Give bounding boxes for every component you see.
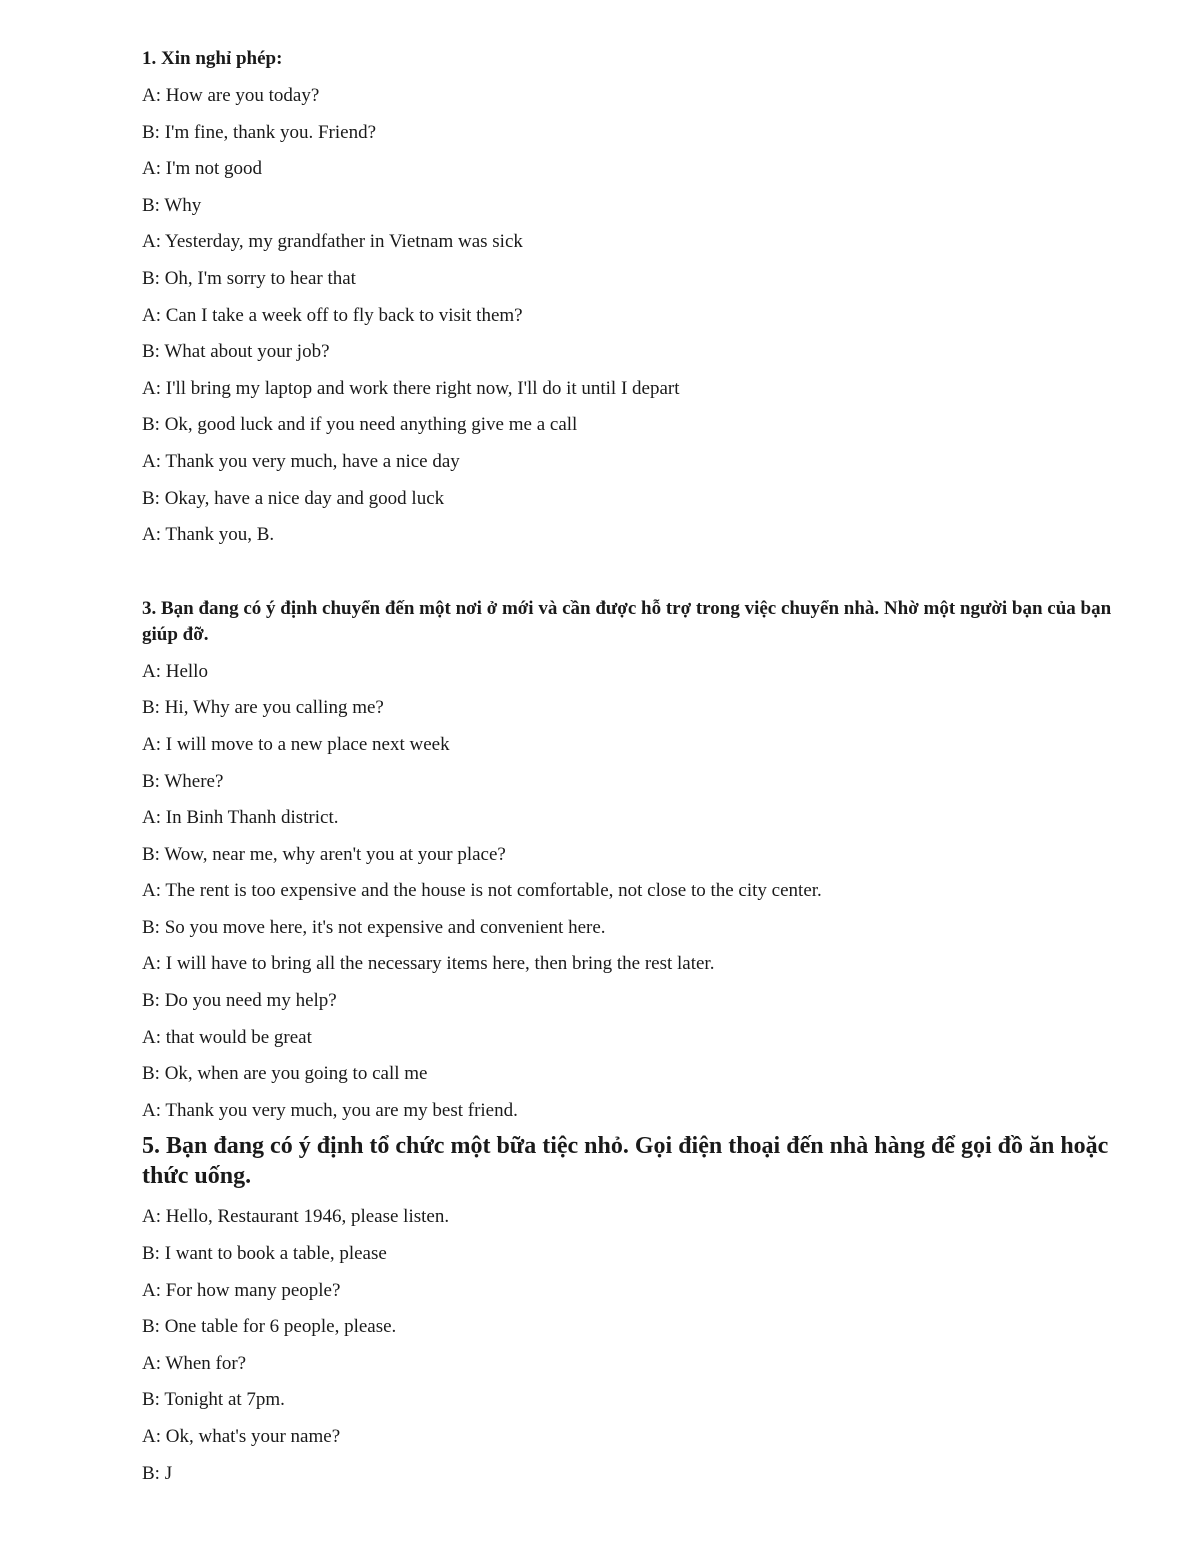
dialogue-line: A: How are you today? (142, 85, 320, 106)
dialogue-line: B: Hi, Why are you calling me? (142, 697, 384, 719)
dialogue-line: A: I will move to a new place next week (142, 733, 450, 755)
section-heading: 1. Xin nghỉ phép: (142, 48, 283, 69)
section-5-restaurant-booking (142, 1131, 1142, 1492)
dialogue-line: A: For how many people? (142, 1279, 341, 1301)
dialogue-line: B: I want to book a table, please (142, 1243, 387, 1265)
dialogue-line: B: I'm fine, thank you. Friend? (142, 121, 377, 143)
dialogue-line: B: Wow, near me, why aren't you at your place? (142, 843, 506, 865)
dialogue-line: A: I'll bring my laptop and work there right now, I'll do it until I depart (142, 377, 680, 399)
dialogue (142, 654, 1142, 1130)
dialogue-line: B: Oh, I'm sorry to hear that (142, 267, 356, 289)
dialogue-line: A: When for? (142, 1352, 247, 1374)
dialogue-line: A: Hello, Restaurant 1946, please listen. (142, 1206, 450, 1228)
dialogue-line: B: Ok, when are you going to call me (142, 1063, 428, 1085)
dialogue-line: A: that would be great (142, 1026, 312, 1048)
dialogue-line: B: J (142, 1462, 173, 1484)
dialogue-line: B: So you move here, it's not expensive and convenient here. (142, 916, 606, 938)
section-heading: 5. Bạn đang có ý định tổ chức một bữa tiệc nhỏ. Gọi điện thoại đến nhà hàng để gọi đồ ăn hoặc thức uống. (142, 1133, 1109, 1190)
dialogue-line: B: One table for 6 people, please. (142, 1316, 397, 1338)
dialogue-line: B: Why (142, 194, 202, 216)
dialogue-line: A: Ok, what's your name? (142, 1426, 341, 1447)
dialogue-line: B: Okay, have a nice day and good luck (142, 487, 445, 509)
dialogue (142, 78, 1142, 554)
dialogue-line: A: I will have to bring all the necessary items here, then bring the rest later. (142, 953, 715, 975)
dialogue-line: B: Where? (142, 770, 224, 792)
section-heading: 3. Bạn đang có ý định chuyển đến một nơi ở mới và cần được hỗ trợ trong việc chuyển nhà. Nhờ một người bạn của bạn giúp đỡ. (142, 597, 1112, 645)
dialogue-line: A: The rent is too expensive and the house is not comfortable, not close to the city center. (142, 880, 822, 902)
dialogue-line: B: Ok, good luck and if you need anything give me a call (142, 414, 578, 436)
dialogue-line: A: Hello (142, 660, 208, 682)
dialogue-line: A: Thank you, B. (142, 524, 275, 546)
dialogue-line: A: In Binh Thanh district. (142, 807, 339, 829)
section-3-moving-help (142, 596, 1142, 1130)
dialogue-line: A: I'm not good (142, 158, 263, 180)
dialogue-line: A: Can I take a week off to fly back to visit them? (142, 304, 523, 326)
dialogue-line: A: Yesterday, my grandfather in Vietnam was sick (142, 231, 523, 253)
dialogue-line: B: Do you need my help? (142, 990, 337, 1012)
dialogue-line: A: Thank you very much, have a nice day (142, 450, 460, 472)
dialogue-line: A: Thank you very much, you are my best friend. (142, 1099, 518, 1121)
dialogue-line: B: Tonight at 7pm. (142, 1389, 285, 1411)
dialogue-line: B: What about your job? (142, 341, 330, 363)
dialogue (142, 1199, 1142, 1492)
section-1-leave-request (142, 46, 1142, 554)
document-page (142, 40, 1142, 1492)
